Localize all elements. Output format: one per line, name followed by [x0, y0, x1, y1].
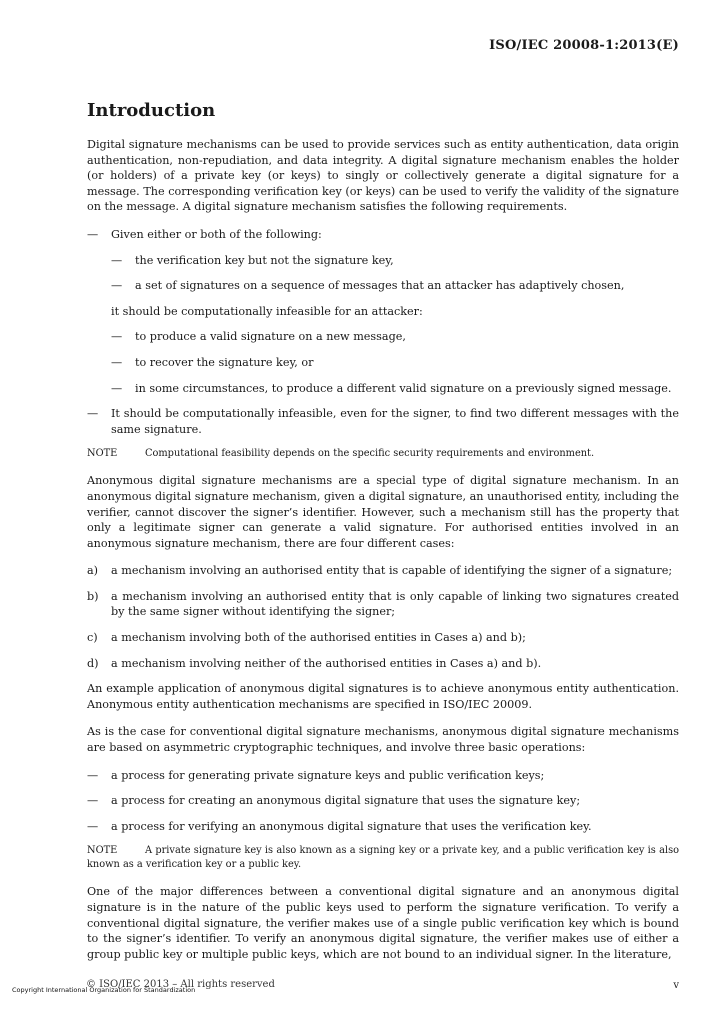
sub-item: [111, 253, 679, 269]
copyright-footer: © ISO/IEC 2013 – All rights reserved: [86, 979, 275, 990]
sub-item-text: in some circumstances, to produce a different valid signature on a previously signed message.: [135, 381, 672, 395]
note-1: [87, 447, 679, 461]
list-marker: b): [87, 589, 99, 603]
requirement-2-text: It should be computationally infeasible, even for the signer, to find two different messages with the same signature.: [111, 407, 679, 436]
list-marker: c): [87, 631, 98, 645]
intro-paragraph-3: An example application of anonymous digital signatures is to achieve anonymous entity authentication. Anonymous entity authentication mechanisms are specified in ISO/IEC 20009.: [87, 682, 679, 711]
dash-marker: —: [87, 768, 99, 782]
dash-marker: —: [87, 819, 99, 833]
list-item: [87, 630, 679, 646]
dash-marker: —: [111, 355, 123, 369]
list-item-text: a mechanism involving both of the authorised entities in Cases a) and b);: [111, 631, 526, 645]
sub-item-text: to produce a valid signature on a new message,: [135, 330, 406, 344]
list-marker: d): [87, 656, 99, 670]
list-item: [87, 656, 679, 672]
operation-text: a process for verifying an anonymous digital signature that uses the verification key.: [111, 819, 592, 833]
intro-paragraph-4: As is the case for conventional digital signature mechanisms, anonymous digital signature mechanisms are based on asymmetric cryptographic techniques, and involve three basic operations:: [87, 725, 679, 755]
intro-paragraph-1: Digital signature mechanisms can be used to provide services such as entity authentication, data origin authentication, non-repudiation, and data integrity. A digital signature mechanism enables the holder (or holders) of a private key (or keys) to singly or collectively generate a digital signature for a message. The corresponding verification key (or keys) can be used to verify the validity of the signature on the message. A digital signature mechanism satisfies the following requirements.: [87, 138, 679, 214]
page-number: v: [673, 980, 679, 991]
dash-marker: —: [87, 227, 99, 241]
intro-paragraph-2: Anonymous digital signature mechanisms are a special type of digital signature mechanism. In an anonymous digital signature mechanism, given a digital signature, an unauthorised entity, including the verifier, cannot discover the signer’s identifier. However, such a mechanism still has the property that only a legitimate signer can generate a valid signature. For authorised entities involved in an anonymous signature mechanism, there are four different cases:: [87, 474, 679, 550]
operation-text: a process for generating private signature keys and public verification keys;: [111, 768, 545, 782]
operation-text: a process for creating an anonymous digital signature that uses the signature key;: [111, 794, 581, 808]
list-item-text: a mechanism involving an authorised entity that is only capable of linking two signatures created by the same signer without identifying the signer;: [111, 589, 679, 619]
operation-item: [87, 793, 679, 809]
note-2: [87, 844, 679, 872]
note-text: A private signature key is also known as a signing key or a private key, and a public verification key is also known as a verification key or a public key.: [87, 845, 679, 871]
section-title: Introduction: [87, 100, 216, 121]
list-item-text: a mechanism involving neither of the authorised entities in Cases a) and b).: [111, 656, 542, 670]
dash-marker: —: [111, 253, 123, 267]
sub-item: [111, 355, 679, 371]
organization-watermark: Copyright International Organization for Standardization: [12, 986, 196, 994]
dash-marker: —: [87, 407, 99, 421]
requirement-1: [87, 227, 679, 243]
dash-marker: —: [87, 794, 99, 808]
document-id-header: ISO/IEC 20008-1:2013(E): [489, 38, 679, 53]
sub-item-text: a set of signatures on a sequence of messages that an attacker has adaptively chosen,: [135, 279, 625, 293]
operation-item: [87, 768, 679, 784]
sub-item: [111, 329, 679, 345]
dash-marker: —: [111, 381, 123, 395]
requirement-1-text: Given either or both of the following:: [111, 227, 322, 241]
note-text: Computational feasibility depends on the specific security requirements and environment.: [145, 448, 595, 460]
intro-paragraph-5: One of the major differences between a conventional digital signature and an anonymous digital signature is in the nature of the public keys used to perform the signature verification. To verify a conventional digital signature, the verifier makes use of a single public verification key which is bound to the signer’s identifier. To verify an anonymous digital signature, the verifier makes use of either a group public key or multiple public keys, which are not bound to an individual signer. In the literature,: [87, 885, 679, 961]
list-item: [87, 563, 679, 579]
note-label: NOTE: [87, 845, 118, 857]
sub-item: [111, 278, 679, 294]
operation-item: [87, 819, 679, 835]
list-item: [87, 589, 679, 620]
requirement-2: [87, 406, 679, 437]
list-item-text: a mechanism involving an authorised entity that is capable of identifying the signer of a signature;: [111, 564, 673, 578]
list-marker: a): [87, 564, 99, 578]
sub-item: [111, 381, 679, 397]
note-label: NOTE: [87, 448, 118, 460]
dash-marker: —: [111, 279, 123, 293]
document-body: [87, 100, 679, 974]
requirement-1-continuation: it should be computationally infeasible for an attacker:: [111, 304, 423, 318]
sub-item-text: the verification key but not the signature key,: [135, 253, 394, 267]
sub-item-text: to recover the signature key, or: [135, 355, 314, 369]
dash-marker: —: [111, 330, 123, 344]
